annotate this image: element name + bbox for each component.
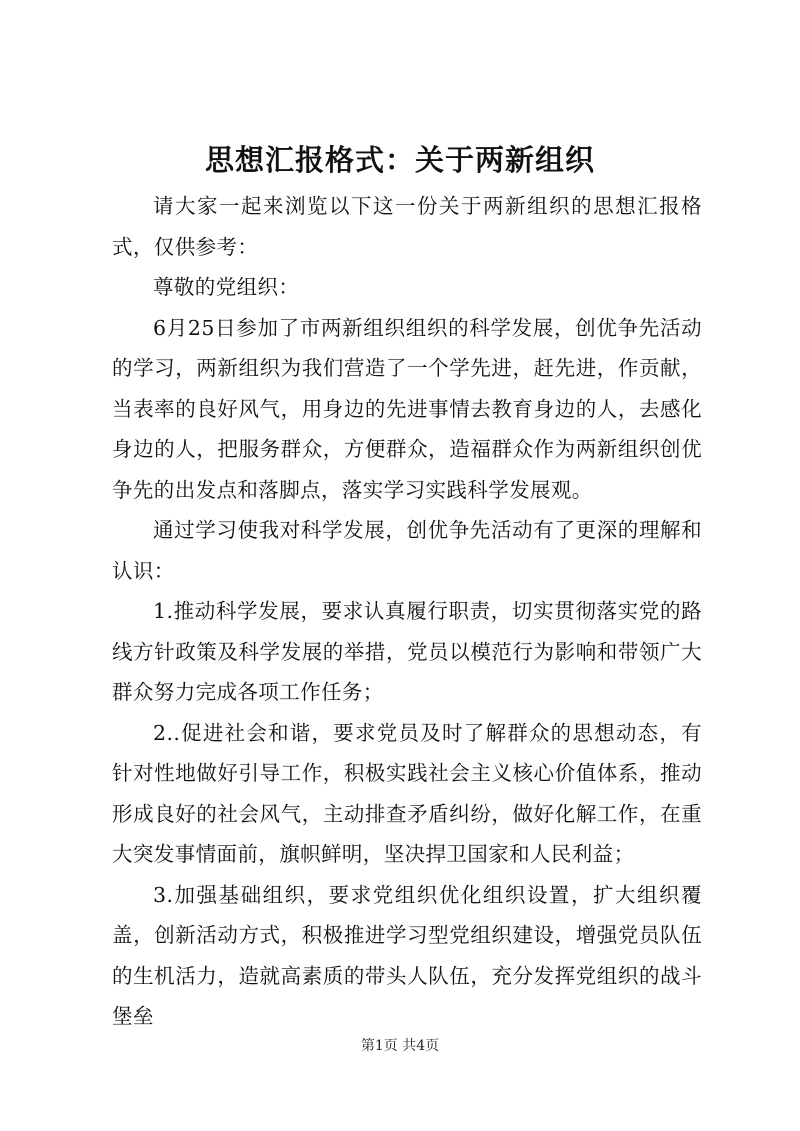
salutation: 尊敬的党组织： bbox=[153, 275, 300, 299]
document-title: 思想汇报格式：关于两新组织 bbox=[204, 143, 595, 177]
list-item-1: 1.推动科学发展，要求认真履行职责，切实贯彻落实党的路线方针政策及科学发展的举措，党员以模范行为影响和带领广大群众努力完成各项工作任务； bbox=[112, 599, 702, 704]
intro-paragraph: 请大家一起来浏览以下这一份关于两新组织的思想汇报格式，仅供参考： bbox=[112, 194, 702, 259]
paragraph-understanding: 通过学习使我对科学发展，创优争先活动有了更深的理解和认识： bbox=[112, 518, 702, 583]
list-item-3: 3.加强基础组织，要求党组织优化组织设置，扩大组织覆盖，创新活动方式，积极推进学习型党组织建设，增强党员队伍的生机活力，造就高素质的带头人队伍，充分发挥党组织的战斗堡垒 bbox=[112, 882, 702, 1028]
page-number-footer: 第1页 共4页 bbox=[360, 1038, 440, 1054]
list-item-2: 2..促进社会和谐，要求党员及时了解群众的思想动态，有针对性地做好引导工作，积极实践社会主义核心价值体系，推动形成良好的社会风气，主动排查矛盾纠纷，做好化解工作，在重大突发事情面前，旗帜鲜明，坚决捍卫国家和人民利益； bbox=[112, 720, 702, 866]
document-body bbox=[112, 186, 702, 1037]
paragraph-study: 6月25日参加了市两新组织组织的科学发展，创优争先活动的学习，两新组织为我们营造了一个学先进，赶先进，作贡献，当表率的良好风气，用身边的先进事情去教育身边的人，去感化身边的人，把服务群众，方便群众，造福群众作为两新组织创优争先的出发点和落脚点，落实学习实践科学发展观。 bbox=[112, 315, 702, 502]
